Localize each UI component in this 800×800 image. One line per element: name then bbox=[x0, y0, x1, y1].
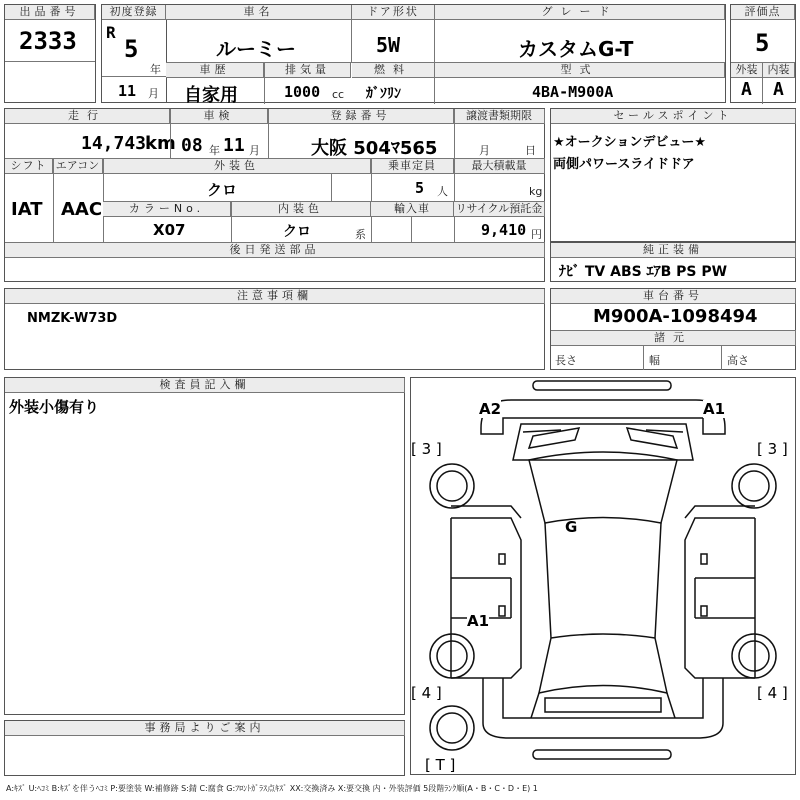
mileage-value: 14,743 bbox=[81, 133, 147, 154]
load-unit: kg bbox=[529, 185, 543, 198]
spec-length: 長さ bbox=[555, 354, 577, 367]
later-parts-label: 後日発送部品 bbox=[5, 243, 545, 258]
damage-a2-front-left: A2 bbox=[479, 400, 502, 418]
displacement-label: 排気量 bbox=[265, 63, 351, 78]
year-unit: 年 bbox=[150, 63, 161, 76]
score-cell bbox=[730, 4, 796, 103]
inspector-block bbox=[4, 377, 405, 715]
inspection-year-unit: 年 bbox=[209, 144, 220, 157]
color-value: クロ bbox=[207, 181, 238, 199]
shift-value: IAT bbox=[11, 199, 43, 220]
lot-label: 出品番号 bbox=[5, 5, 95, 20]
vehicle-info-block bbox=[4, 108, 545, 282]
spare-tire: [ T ] bbox=[425, 756, 456, 774]
equipment-label: 純正装備 bbox=[551, 243, 796, 258]
interior-value: A bbox=[773, 79, 784, 100]
tire-front-right: [ 3 ] bbox=[757, 440, 788, 458]
tire-front-left: [ 3 ] bbox=[411, 440, 442, 458]
colorno-value: X07 bbox=[153, 221, 186, 239]
notes-block bbox=[4, 288, 545, 370]
reg-year-value: 5 bbox=[124, 35, 139, 63]
tire-rear-left: [ 4 ] bbox=[411, 684, 442, 702]
intcolor-value: クロ bbox=[283, 224, 311, 240]
office-label: 事務局よりご案内 bbox=[5, 721, 405, 736]
grade-value: カスタムG-T bbox=[518, 37, 634, 61]
inspection-label: 車検 bbox=[170, 109, 268, 124]
chassis-value: M900A-1098494 bbox=[593, 306, 758, 327]
chassis-block bbox=[550, 288, 796, 370]
reg-month-value: 11 bbox=[118, 82, 137, 100]
header-main bbox=[166, 4, 726, 106]
fuel-label: 燃料 bbox=[352, 63, 435, 78]
door-label: ドア形状 bbox=[352, 5, 435, 20]
damage-a1-front-right: A1 bbox=[703, 400, 726, 418]
first-registration-cell bbox=[101, 4, 167, 103]
salespoint-line-1: ★オークションデビュー★ bbox=[553, 135, 707, 150]
mileage-label: 走行 bbox=[5, 109, 170, 124]
lot-cell bbox=[4, 4, 96, 103]
spec-height: 高さ bbox=[727, 354, 749, 367]
capacity-label: 乗車定員 bbox=[371, 159, 454, 174]
legend-text: A:ｷｽﾞ U:ﾍｺﾐ B:ｷｽﾞを伴うﾍｺﾐ P:要塗装 W:補修跡 S:錆 C:腐食 G:ﾌﾛﾝﾄｶﾞﾗｽ点ｷｽﾞ XX:交換済み X:要交換 内・外装評価 5段階ﾗﾝｸ順(A・B・C・D・E) 1 bbox=[6, 784, 538, 793]
transfer-month: 月 bbox=[479, 144, 490, 157]
displacement-value: 1000 bbox=[284, 83, 321, 101]
intcolor-unit: 系 bbox=[355, 228, 366, 241]
mileage-unit: km bbox=[145, 133, 176, 154]
import-label: 輸入車 bbox=[371, 202, 454, 217]
displacement-unit: cc bbox=[332, 88, 345, 101]
tire-rear-right: [ 4 ] bbox=[757, 684, 788, 702]
recycle-value: 9,410 bbox=[481, 221, 527, 239]
model-value: 4BA-M900A bbox=[532, 83, 614, 101]
interior-label: 内装 bbox=[763, 63, 795, 78]
plate-value: 大阪 504ﾏ565 bbox=[311, 138, 438, 159]
inspection-month-unit: 月 bbox=[249, 144, 260, 157]
first-reg-label: 初度登録 bbox=[102, 5, 166, 20]
month-unit: 月 bbox=[148, 87, 159, 100]
grade-label: グレード bbox=[435, 5, 725, 20]
fuel-value: ｶﾞｿﾘﾝ bbox=[366, 86, 401, 102]
salespoint-line-2: 両側パワースライドドア bbox=[553, 157, 695, 172]
ac-label: エアコン bbox=[53, 159, 103, 174]
history-value: 自家用 bbox=[184, 85, 238, 106]
score-label: 評価点 bbox=[731, 5, 795, 20]
equipment-value: ﾅﾋﾞ TV ABS ｴｱB PS PW bbox=[559, 264, 728, 280]
intcolor-label: 内装色 bbox=[231, 202, 371, 217]
model-label: 型式 bbox=[435, 63, 725, 78]
chassis-label: 車台番号 bbox=[551, 289, 796, 304]
inspector-label: 検査員記入欄 bbox=[5, 378, 405, 393]
recycle-unit: 円 bbox=[531, 228, 542, 241]
door-value: 5W bbox=[376, 33, 401, 57]
notes-label: 注意事項欄 bbox=[5, 289, 545, 304]
inspector-value: 外装小傷有り bbox=[9, 398, 100, 416]
car-name-label: 車名 bbox=[166, 5, 352, 20]
header-block bbox=[4, 4, 796, 106]
notes-value: NMZK-W73D bbox=[27, 311, 118, 326]
history-label: 車歴 bbox=[166, 63, 264, 78]
plate-label: 登録番号 bbox=[268, 109, 454, 124]
car-outline-svg bbox=[411, 378, 795, 774]
inspection-month: 11 bbox=[223, 135, 245, 156]
color-label: 外装色 bbox=[103, 159, 371, 174]
car-damage-diagram bbox=[410, 377, 796, 775]
load-label: 最大積載量 bbox=[454, 159, 545, 174]
equipment-block bbox=[550, 242, 796, 282]
specs-label: 諸元 bbox=[551, 331, 796, 346]
exterior-label: 外装 bbox=[731, 63, 763, 78]
transfer-day: 日 bbox=[525, 144, 536, 157]
capacity-value: 5 bbox=[415, 179, 425, 197]
ac-value: AAC bbox=[61, 199, 103, 220]
car-name-value: ルーミー bbox=[216, 37, 296, 61]
colorno-label: カラーNo. bbox=[103, 202, 231, 217]
salespoint-label: セールスポイント bbox=[551, 109, 796, 124]
salespoint-block bbox=[550, 108, 796, 242]
recycle-label: リサイクル預託金 bbox=[454, 202, 545, 217]
damage-g-windshield: G bbox=[565, 518, 578, 536]
transfer-label: 譲渡書類期限 bbox=[454, 109, 545, 124]
shift-label: シフト bbox=[5, 159, 53, 174]
spec-width: 幅 bbox=[649, 354, 660, 367]
capacity-unit: 人 bbox=[437, 185, 448, 198]
office-block bbox=[4, 720, 405, 776]
damage-a1-left-side: A1 bbox=[467, 612, 490, 630]
lot-value: 2333 bbox=[19, 27, 77, 55]
inspection-year: 08 bbox=[181, 135, 203, 156]
exterior-value: A bbox=[741, 79, 752, 100]
score-value: 5 bbox=[755, 29, 770, 57]
era-value: R bbox=[106, 23, 116, 42]
